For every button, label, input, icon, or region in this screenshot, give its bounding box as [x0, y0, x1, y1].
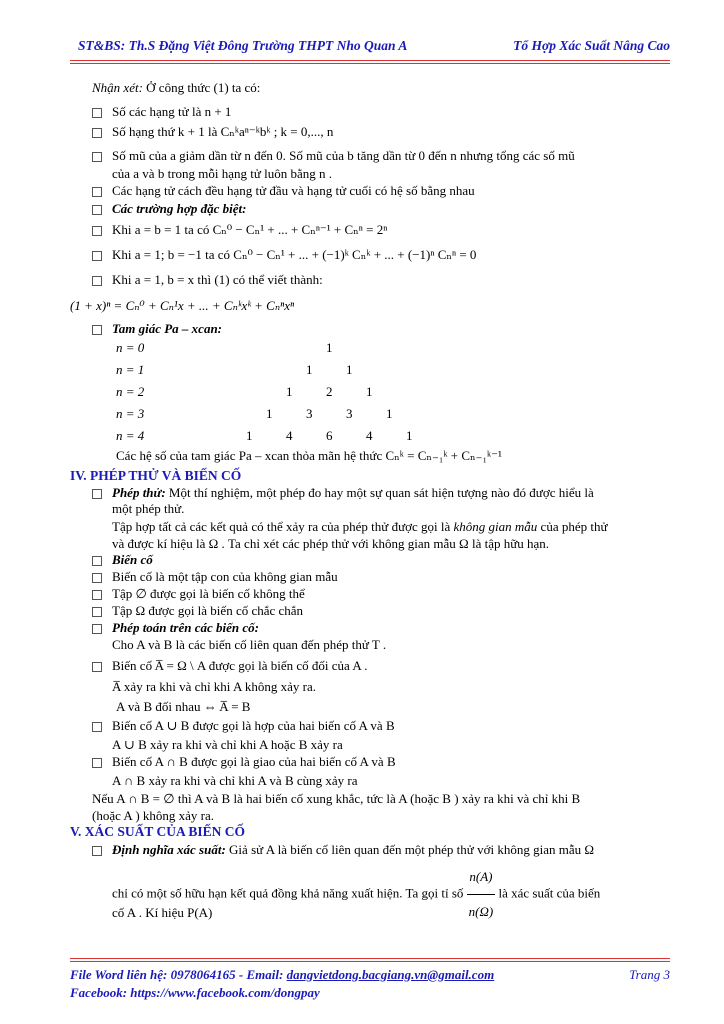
- checkbox-icon: [92, 325, 102, 335]
- remark-item: Các hạng tử cách đều hạng tử đầu và hạng tử cuối có hệ số bằng nhau: [112, 183, 475, 198]
- section-iv-title: IV. PHÉP THỬ VÀ BIẾN CỐ: [70, 468, 242, 483]
- pascal-row: [116, 384, 516, 402]
- special-case: Khi a = 1; b = −1 ta có Cₙ⁰ − Cₙ¹ + ... + (−1)ᵏ Cₙᵏ + ... + (−1)ⁿ Cₙⁿ = 0: [112, 247, 477, 262]
- checkbox-icon: [92, 556, 102, 566]
- pascal-coef: 1: [366, 384, 373, 399]
- checkbox-icon: [92, 226, 102, 236]
- remark-item: Số mũ của a giảm dần từ n đến 0. Số mũ của b tăng dần từ 0 đến n nhưng tổng các số mũ: [112, 148, 575, 163]
- pascal-row: [116, 428, 516, 446]
- remark-label: Nhận xét:: [92, 80, 143, 95]
- email-link[interactable]: dangvietdong.bacgiang.vn@gmail.com: [286, 967, 495, 982]
- pascal-row-label: n = 0: [116, 340, 145, 355]
- checkbox-icon: [92, 624, 102, 634]
- header-rule-2: [70, 63, 670, 64]
- checkbox-icon: [92, 758, 102, 768]
- checkbox-icon: [92, 722, 102, 732]
- probability-ratio: [467, 860, 496, 929]
- event-item: Tập ∅ được gọi là biến cố không thể: [112, 586, 305, 601]
- pascal-coef: 1: [306, 362, 313, 377]
- ratio-denominator: n(Ω): [468, 904, 494, 919]
- complement-def-2: A̅ xảy ra khi và chỉ khi A không xảy ra.: [112, 679, 316, 694]
- sample-space-text: [112, 519, 608, 535]
- ratio-numerator: n(A): [467, 860, 496, 895]
- remark-item: Số các hạng tử là n + 1: [112, 104, 232, 119]
- sample-space-text-cont: và được kí hiệu là Ω . Ta chỉ xét các phép thử với không gian mẫu Ω là tập hữu hạn.: [112, 536, 550, 551]
- pascal-coef: 3: [306, 406, 313, 421]
- checkbox-icon: [92, 607, 102, 617]
- pascal-identity: Các hệ số của tam giác Pa – xcan thỏa mãn hệ thức Cₙᵏ = Cₙ₋₁ᵏ + Cₙ₋₁ᵏ⁻¹: [116, 448, 502, 463]
- pascal-coef: 1: [246, 428, 253, 443]
- pascal-title: Tam giác Pa – xcan:: [112, 321, 223, 336]
- checkbox-icon: [92, 251, 102, 261]
- pascal-coef: 4: [366, 428, 373, 443]
- remark-item-cont: của a và b trong mỗi hạng tử luôn bằng n .: [112, 166, 333, 181]
- union-def: Biến cố A ∪ B được gọi là hợp của hai biến cố A và B: [112, 718, 395, 733]
- pascal-row: [116, 406, 516, 424]
- special-cases-title: Các trường hợp đặc biệt:: [112, 201, 247, 216]
- pascal-coef: 2: [326, 384, 333, 399]
- sample-space-a: Tập hợp tất cả các kết quả có thể xảy ra của phép thử được gọi là: [112, 519, 454, 534]
- probability-label: Định nghĩa xác suất:: [112, 842, 226, 857]
- pascal-coef: 1: [286, 384, 293, 399]
- pascal-row: [116, 362, 516, 380]
- special-case: Khi a = b = 1 ta có Cₙ⁰ − Cₙ¹ + ... + Cₙⁿ⁻¹ + Cₙⁿ = 2ⁿ: [112, 222, 388, 237]
- trial-definition: [112, 485, 594, 501]
- trial-text: Một thí nghiệm, một phép đo hay một sự quan sát hiện tượng nào đó được hiểu là: [165, 485, 594, 500]
- checkbox-icon: [92, 276, 102, 286]
- footer-rule-2: [70, 961, 670, 962]
- checkbox-icon: [92, 573, 102, 583]
- checkbox-icon: [92, 846, 102, 856]
- union-def-2: A ∪ B xảy ra khi và chỉ khi A hoặc B xảy ra: [112, 737, 343, 752]
- checkbox-icon: [92, 662, 102, 672]
- checkbox-icon: [92, 187, 102, 197]
- event-ops-intro: Cho A và B là các biến cố liên quan đến phép thử T .: [112, 637, 387, 652]
- checkbox-icon: [92, 152, 102, 162]
- footer-facebook[interactable]: Facebook: https://www.facebook.com/dongpay: [70, 985, 320, 1000]
- pascal-coef: 1: [386, 406, 393, 421]
- remark-intro: [92, 80, 260, 96]
- pascal-row-label: n = 1: [116, 362, 145, 377]
- checkbox-icon: [92, 489, 102, 499]
- page-header: [70, 38, 670, 58]
- pascal-coef: 1: [346, 362, 353, 377]
- section-v-title: V. XÁC SUẤT CỦA BIẾN CỐ: [70, 824, 246, 839]
- special-case: Khi a = 1, b = x thì (1) có thể viết thành:: [112, 272, 323, 287]
- sample-space-b: của phép thử: [537, 519, 608, 534]
- binomial-expansion: (1 + x)ⁿ = Cₙ⁰ + Cₙ¹x + ... + Cₙᵏxᵏ + Cₙⁿxⁿ: [70, 298, 295, 313]
- checkbox-icon: [92, 205, 102, 215]
- intersection-def-2: A ∩ B xảy ra khi và chỉ khi A và B cùng xảy ra: [112, 773, 358, 788]
- remark-item: Số hạng thứ k + 1 là Cₙᵏaⁿ⁻ᵏbᵏ ; k = 0,..., n: [112, 124, 334, 139]
- trial-text-cont: một phép thử.: [112, 501, 185, 516]
- probability-definition: [112, 842, 594, 858]
- footer-contact: [70, 967, 670, 983]
- probability-text-2a: chỉ có một số hữu hạn kết quả đồng khả năng xuất hiện. Ta gọi tỉ số: [112, 885, 464, 901]
- pascal-row: [116, 340, 516, 358]
- header-topic: Tổ Hợp Xác Suất Nâng Cao: [513, 38, 670, 53]
- probability-text-3: cố A . Kí hiệu P(A): [112, 905, 213, 920]
- disjoint-def: Nếu A ∩ B = ∅ thì A và B là hai biến cố xung khắc, tức là A (hoặc B ) xảy ra khi và chỉ khi B: [92, 791, 581, 806]
- pascal-coef: 1: [326, 340, 333, 355]
- pascal-coef: 1: [406, 428, 413, 443]
- pascal-row-label: n = 2: [116, 384, 145, 399]
- complement-def: Biến cố A̅ = Ω \ A được gọi là biến cố đối của A .: [112, 658, 368, 673]
- footer-contact-text: File Word liên hệ: 0978064165 - Email:: [70, 967, 287, 982]
- remark-intro-text: Ở công thức (1) ta có:: [142, 80, 261, 95]
- checkbox-icon: [92, 128, 102, 138]
- disjoint-def-2: (hoặc A ) không xảy ra.: [92, 808, 215, 823]
- header-author: ST&BS: Th.S Đặng Việt Đông Trường THPT Nho Quan A: [78, 38, 408, 53]
- sample-space-term: không gian mẫu: [453, 519, 538, 534]
- pascal-row-label: n = 3: [116, 406, 145, 421]
- trial-label: Phép thử:: [112, 485, 166, 500]
- pascal-row-label: n = 4: [116, 428, 145, 443]
- event-item: Biến cố là một tập con của không gian mẫu: [112, 569, 338, 584]
- header-rule: [70, 60, 670, 61]
- pascal-coef: 4: [286, 428, 293, 443]
- pascal-coef: 3: [346, 406, 353, 421]
- pascal-coef: 1: [266, 406, 273, 421]
- event-item: Tập Ω được gọi là biến cố chắc chắn: [112, 603, 304, 618]
- probability-text: Giả sử A là biến cố liên quan đến một phép thử với không gian mẫu Ω: [225, 842, 595, 857]
- footer-rule: [70, 958, 670, 959]
- event-ops-title: Phép toán trên các biến cố:: [112, 620, 259, 635]
- pascal-coef: 6: [326, 428, 333, 443]
- event-title: Biến cố: [112, 552, 153, 567]
- probability-text-2b: là xác suất của biến: [498, 885, 601, 901]
- page-number: Trang 3: [629, 967, 670, 982]
- checkbox-icon: [92, 590, 102, 600]
- intersection-def: Biến cố A ∩ B được gọi là giao của hai biến cố A và B: [112, 754, 396, 769]
- checkbox-icon: [92, 108, 102, 118]
- complement-def-3: A và B đối nhau ⇔ A̅ = B: [116, 699, 251, 714]
